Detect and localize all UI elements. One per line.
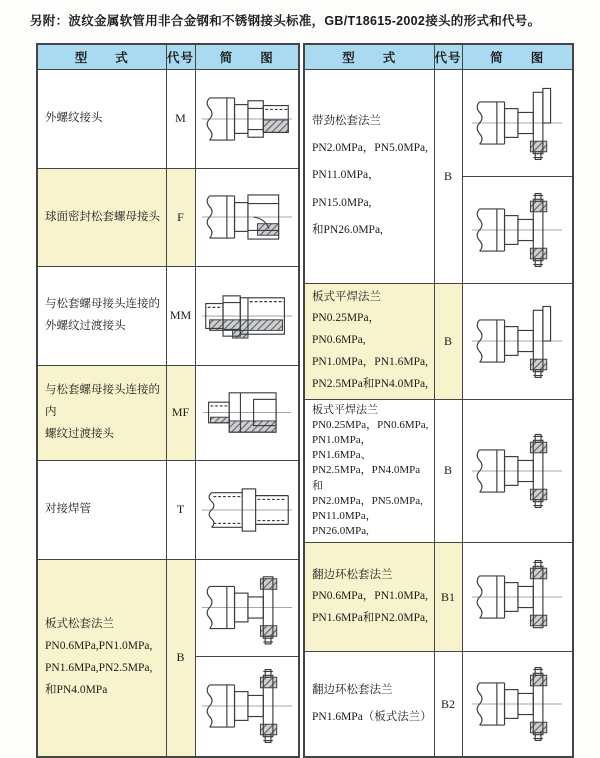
type-cell [37,168,166,266]
flat-weld-flange-2-diagram [470,432,564,510]
type-cell [304,283,434,399]
type-line: PN2.0MPa，PN5.0MPa, [312,494,423,507]
code-cell: T [166,460,195,559]
diagram-cell [462,399,573,543]
diagram-cell [462,543,573,652]
table-row [37,168,299,266]
type-line: PN1.6MPa,PN2.5MPa, [45,661,153,674]
fitting-table-left [36,43,300,758]
table-row [304,69,573,176]
type-line: PN0.25MPa，PN0.6MPa, [312,418,429,431]
header-row-left [37,44,299,69]
diagram-cell [195,365,299,460]
type-line: PN11.0MPa，PN15.0MPa, [312,169,380,209]
plate-loose-flange-diagram [200,569,294,646]
type-line: 对接焊管 [45,503,91,516]
diagram-cell [195,168,299,266]
type-line: PN2.5MPa和PN4.0MPa, [312,377,428,390]
type-line: PN1.0MPa，PN1.6MPa、 [312,434,372,462]
code-cell: M [166,69,195,168]
lapped-ring-flange-2-diagram [470,665,564,743]
code-cell: F [166,168,195,266]
table-row [304,283,573,399]
code-cell: MM [166,266,195,365]
type-line: 与松套螺母接头连接的 [45,298,160,310]
code-cell: B2 [434,652,462,757]
neck-loose-flange-2-diagram [470,191,564,269]
table-row [304,543,573,652]
type-line: 翻边环松套法兰 [312,568,393,581]
type-cell [37,559,166,756]
table-row [37,559,299,656]
code-cell: B1 [434,543,462,652]
type-line: PN2.5MPa，PN4.0MPa和 [312,464,421,492]
type-line: 和PN4.0MPa [45,683,108,696]
type-line: 和PN26.0MPa, [312,223,383,236]
page-title: 另附：波纹金属软管用非合金钢和不锈钢接头标准，GB/T18615-2002接头的形式和代号。 [30,14,541,28]
type-line: 板式平焊法兰 [312,403,378,416]
diagram-cell [195,460,299,559]
type-line: PN1.0MPa，PN1.6MPa, [312,356,428,369]
type-cell [304,69,434,283]
code-cell: MF [166,365,195,460]
col-header-type: 型 式 [37,44,166,69]
type-line: PN0.25MPa，PN0.6MPa, [312,312,381,347]
hose-union-nut-diagram [200,178,294,256]
table-row [37,460,299,559]
type-cell [304,543,434,652]
table-row [304,652,573,757]
table-row [37,365,299,460]
table-row [37,69,299,168]
code-cell: B [434,399,462,543]
diagram-cell [462,283,573,399]
diagram-cell [195,266,299,365]
col-header-diagram: 简 图 [462,44,573,69]
code-cell: B [434,69,462,283]
fitting-table-right [303,43,574,758]
type-cell [37,69,166,168]
type-line: PN1.6MPa和PN2.0MPa, [312,612,428,625]
table-row [304,399,573,543]
type-cell [304,399,434,543]
code-cell: B [166,559,195,756]
type-cell [37,365,166,460]
type-line: 外螺纹过渡接头 [45,319,126,332]
diagram-cell [462,69,573,176]
type-line: 外螺纹接头 [45,112,103,125]
neck-loose-flange-diagram [470,84,564,162]
type-line: PN0.6MPa，PN1.0MPa, [312,590,428,603]
header-row-right [304,44,573,69]
type-line: 带劲松套法兰 [312,115,381,128]
hose-male-thread-diagram [200,80,294,158]
type-line: 板式平焊法兰 [312,290,381,303]
type-line: PN2.0MPa，PN5.0MPa, [312,142,428,155]
type-line: PN0.6MPa,PN1.0MPa, [45,640,153,652]
male-female-adapter-diagram [200,375,294,450]
col-header-code: 代号 [166,44,195,69]
type-cell [304,652,434,757]
col-header-code: 代号 [434,44,462,69]
type-line: 与松套螺母接头连接的内 [45,384,160,418]
type-line: 螺纹过渡接头 [45,427,114,440]
type-line: PN11.0MPa，PN26.0MPa, [312,509,377,538]
table-row [37,266,299,365]
fitting-tables [36,43,600,758]
flat-weld-flange-diagram [470,302,564,380]
butt-weld-pipe-diagram [200,471,294,549]
type-line: PN1.6MPa（板式法兰） [312,711,432,724]
page [0,11,600,758]
col-header-diagram: 简 图 [195,44,299,69]
diagram-cell [195,656,299,756]
male-male-adapter-diagram [200,277,294,355]
type-cell [37,266,166,365]
type-line: 球面密封松套螺母接头 [45,210,160,223]
diagram-cell [195,559,299,656]
type-cell [37,460,166,559]
type-line: 翻边环松套法兰 [312,684,393,696]
plate-loose-flange-2-diagram [200,667,294,745]
type-line: 板式松套法兰 [45,618,114,631]
diagram-cell [462,176,573,283]
lapped-ring-flange-diagram [470,558,564,636]
code-cell: B [434,283,462,399]
diagram-cell [195,69,299,168]
diagram-cell [462,652,573,757]
col-header-type: 型 式 [304,44,434,69]
